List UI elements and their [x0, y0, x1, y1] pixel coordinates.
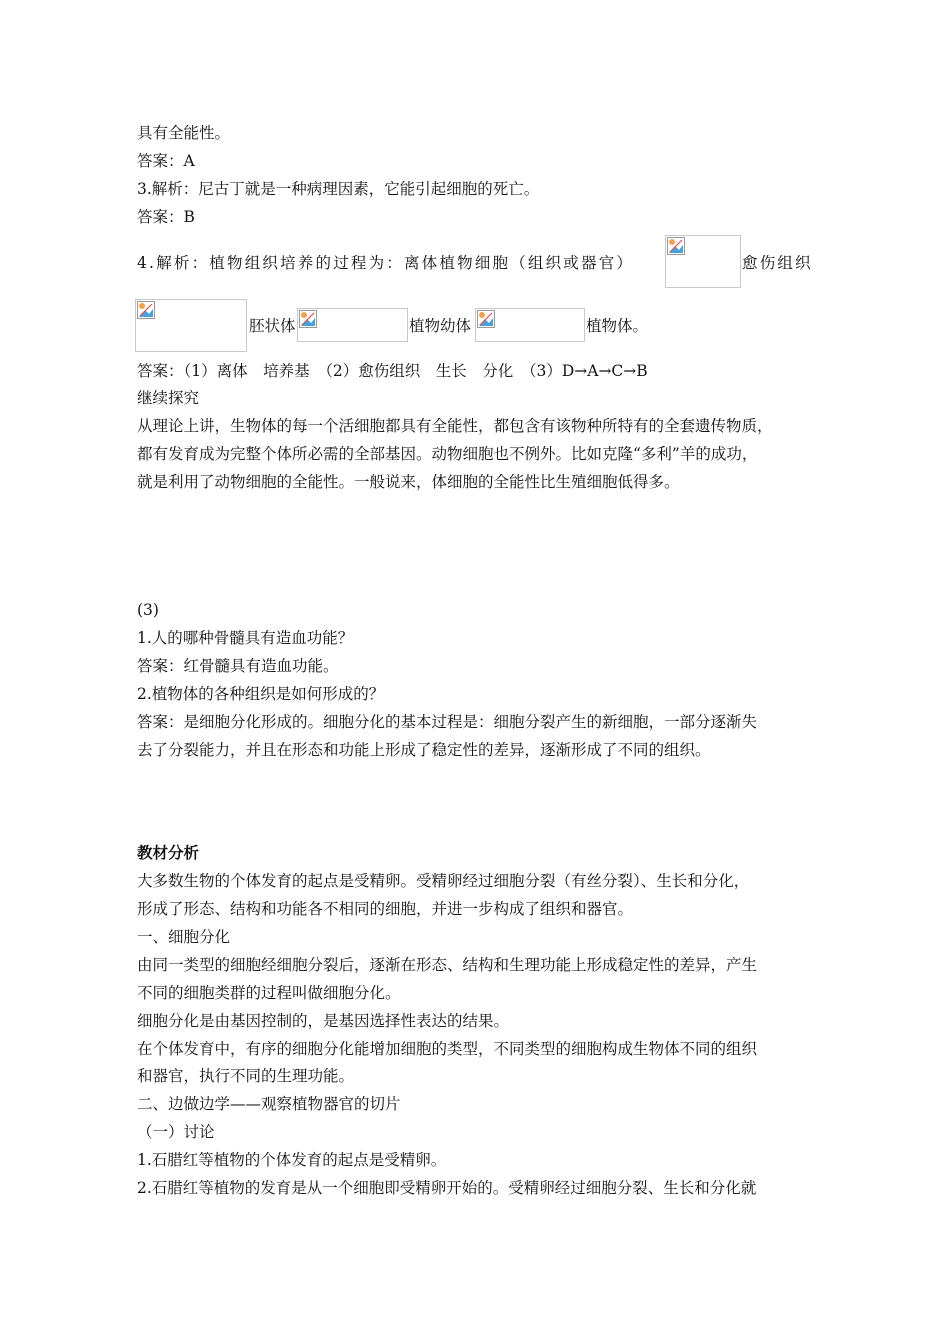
- broken-image-placeholder: [475, 308, 585, 342]
- broken-image-icon: [667, 237, 687, 257]
- broken-image-icon: [137, 301, 157, 321]
- text-line: 不同的细胞类群的过程叫做细胞分化。: [137, 984, 401, 1002]
- broken-image-icon: [477, 310, 497, 330]
- text-line: 就是利用了动物细胞的全能性。一般说来，体细胞的全能性比生殖细胞低得多。: [137, 473, 680, 491]
- text-fragment: 植物体。: [586, 317, 649, 335]
- text-line: 在个体发育中，有序的细胞分化能增加细胞的类型，不同类型的细胞构成生物体不同的组织: [137, 1040, 758, 1058]
- text-line: 和器官，执行不同的生理功能。: [137, 1067, 355, 1085]
- text-line: 一、细胞分化: [137, 928, 231, 946]
- text-fragment: 愈伤组织: [742, 254, 813, 272]
- text-fragment: 植物幼体: [409, 317, 472, 335]
- text-line: 2.石腊红等植物的发育是从一个细胞即受精卵开始的。受精卵经过细胞分裂、生长和分化就: [137, 1179, 757, 1197]
- text-line: 2.植物体的各种组织是如何形成的？: [137, 685, 385, 703]
- broken-image-placeholder: [135, 299, 247, 352]
- text-fragment: 胚状体: [249, 317, 296, 335]
- text-line: 二、边做边学——观察植物器官的切片: [137, 1095, 401, 1113]
- text-line: 答案：红骨髓具有造血功能。: [137, 657, 339, 675]
- text-line: 大多数生物的个体发育的起点是受精卵。受精卵经过细胞分裂（有丝分裂）、生长和分化，: [137, 872, 750, 890]
- text-line: 4.解析：植物组织培养的过程为：离体植物细胞（组织或器官）: [137, 254, 635, 272]
- text-line: 细胞分化是由基因控制的，是基因选择性表达的结果。: [137, 1012, 510, 1030]
- broken-image-placeholder: [665, 235, 741, 288]
- text-line: 答案：B: [137, 208, 195, 226]
- text-line: 1.人的哪种骨髓具有造血功能？: [137, 629, 354, 647]
- text-line: 3.解析：尼古丁就是一种病理因素，它能引起细胞的死亡。: [137, 180, 540, 198]
- text-line: 由同一类型的细胞经细胞分裂后，逐渐在形态、结构和生理功能上形成稳定性的差异，产生: [137, 956, 758, 974]
- text-line: 答案：A: [137, 152, 195, 170]
- text-line: 具有全能性。: [137, 124, 231, 142]
- text-line: 答案：（1）离体 培养基 （2）愈伤组织 生长 分化 （3）D→A→C→B: [137, 362, 648, 380]
- text-line: 都有发育成为完整个体所必需的全部基因。动物细胞也不例外。比如克隆“多利”羊的成功，: [137, 445, 758, 463]
- text-line: 1.石腊红等植物的个体发育的起点是受精卵。: [137, 1151, 447, 1169]
- text-line: 形成了形态、结构和功能各不相同的细胞，并进一步构成了组织和器官。: [137, 900, 634, 918]
- text-line: （一）讨论: [137, 1123, 215, 1141]
- text-line: (3): [137, 601, 159, 619]
- text-line: 从理论上讲，生物体的每一个活细胞都具有全能性，都包含有该物种所特有的全套遗传物质，: [137, 417, 773, 435]
- text-line: 继续探究: [137, 389, 200, 407]
- text-line: 答案：是细胞分化形成的。细胞分化的基本过程是：细胞分裂产生的新细胞，一部分逐渐失: [137, 713, 758, 731]
- broken-image-icon: [299, 310, 319, 330]
- text-line: 去了分裂能力，并且在形态和功能上形成了稳定性的差异，逐渐形成了不同的组织。: [137, 741, 711, 759]
- section-heading: 教材分析: [137, 843, 200, 862]
- broken-image-placeholder: [297, 308, 408, 342]
